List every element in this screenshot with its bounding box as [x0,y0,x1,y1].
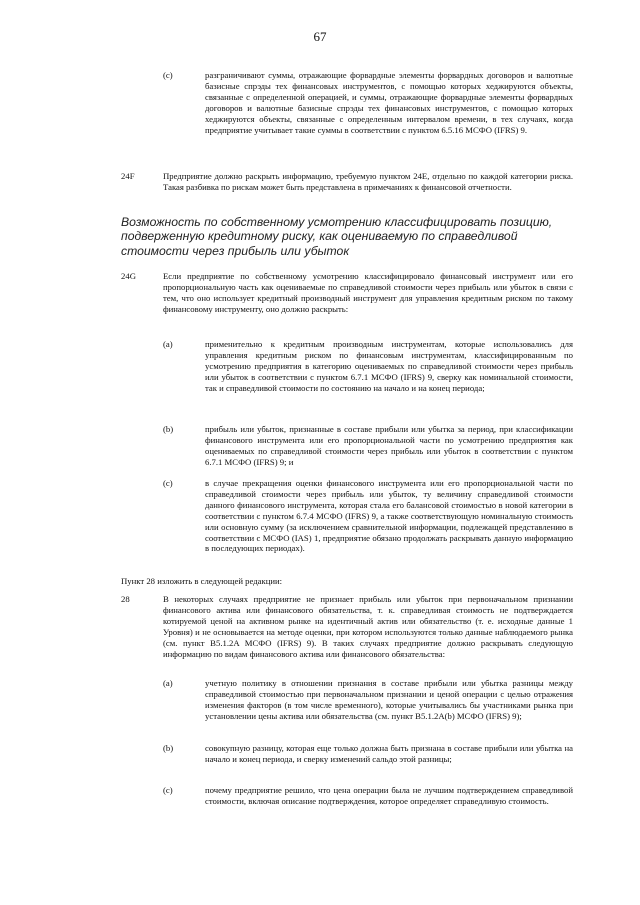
item-text: учетную политику в отношении признания в составе прибыли или убытка разницы между справедливой стоимостью при первоначальном признании и ценой операции с целью отражения изменения факторов (в том числе временного), которые учитывались бы участниками рынка при установлении цены актива или обязательства (см. пункт B5.1.2A(b) МСФО (IFRS) 9); [205,678,573,721]
item-text: прибыль или убыток, признанные в составе прибыли или убытка за период, при классификации финансового инструмента или его пропорциональной части по усмотрению предприятия как оцениваемых по справедливой стоимости через прибыль или убыток в соответствии с пунктом 6.7.1 МСФО (IFRS) 9; и [205,424,573,467]
item-label: (c) [163,785,173,795]
item-text: применительно к кредитным производным инструментам, которые использовались для управления кредитным риском по финансовым инструментам, классифицированным по усмотрению предприятия в категорию оцениваемых по справедливой стоимости через прибыль или убыток в соответствии с пунктом 6.7.1 МСФО (IFRS) 9, сверку как номинальной стоимости, так и справедливой стоимости по состоянию на начало и на конец периода; [205,339,573,393]
item-label: (c) [163,70,173,80]
item-label: (c) [163,478,173,488]
section-heading: Возможность по собственному усмотрению классифицировать позицию, подверженную кредитному риску, как оцениваемую по справедливой стоимости через прибыль или убыток [121,215,553,258]
item-label: (a) [163,678,173,688]
item-text: разграничивают суммы, отражающие форвардные элементы форвардных договоров и валютные базисные спрэды тех финансовых инструментов, с помощью которых хеджируются объекты, связанные с определенной операцией, и суммы, отражающие форвардные элементы форвардных договоров и валютные базисные спрэды тех финансовых инструментов, с помощью которых хеджируются объекты, связанные с определенным интервалом времени, в тех случаях, когда предприятие учитывает такие суммы в соответствии с пунктом 6.5.16 МСФО (IFRS) 9. [205,70,573,135]
item-label: (b) [163,424,174,434]
page-number: 67 [313,29,327,44]
item-label: (b) [163,743,174,753]
paragraph-number: 24F [121,171,135,181]
paragraph-text: В некоторых случаях предприятие не признает прибыль или убыток при первоначальном признании финансового актива или финансового обязательства, т. к. справедливая стоимость не подтверждается котируемой ценой на активном рынке на идентичный актив или обязательство (т. е. исходные данные 1 Уровня) и не основывается на методе оценки, при котором используются только данные наблюдаемого рынка (см. пункт B5.1.2A МСФО (IFRS) 9). В таких случаях предприятие должно раскрывать следующую информацию по видам финансового актива или финансового обязательства: [163,594,573,659]
paragraph-number: 28 [121,594,130,604]
paragraph-text: Если предприятие по собственному усмотрению классифицировало финансовый инструмент или его пропорциональную часть как оцениваемые по справедливой стоимости через прибыль или убыток в связи с тем, что оно использует кредитный производный инструмент для управления кредитным риском по такому финансовому инструменту, оно должно раскрыть: [163,271,573,314]
item-text: совокупную разницу, которая еще только должна быть признана в составе прибыли или убытка на начало и конец периода, и сверку изменений сальдо этой разницы; [205,743,573,764]
item-text: почему предприятие решило, что цена операции была не лучшим подтверждением справедливой стоимости, включая описание подтверждения, которое определяет справедливую стоимость. [205,785,573,806]
amendment-note: Пункт 28 изложить в следующей редакции: [121,576,283,586]
item-label: (a) [163,339,173,349]
paragraph-number: 24G [121,271,136,281]
paragraph-text: Предприятие должно раскрыть информацию, требуемую пунктом 24Е, отдельно по каждой категории риска. Такая разбивка по рискам может быть представлена в примечаниях к финансовой отчетности. [163,171,573,192]
item-text: в случае прекращения оценки финансового инструмента или его пропорциональной части по справедливой стоимости через прибыль или убыток, ту величину справедливой стоимости данного финансового инструмента, которая стала его балансовой стоимостью в новой категории в соответствии с пунктом 6.7.4 МСФО (IFRS) 9, а также соответствующую номинальную стоимость или основную сумму (за исключением сравнительной информации, подлежащей представлению в соответствии с МСФО (IAS) 1, предприятие обязано продолжать раскрывать данную информацию в последующих периодах). [205,478,573,554]
